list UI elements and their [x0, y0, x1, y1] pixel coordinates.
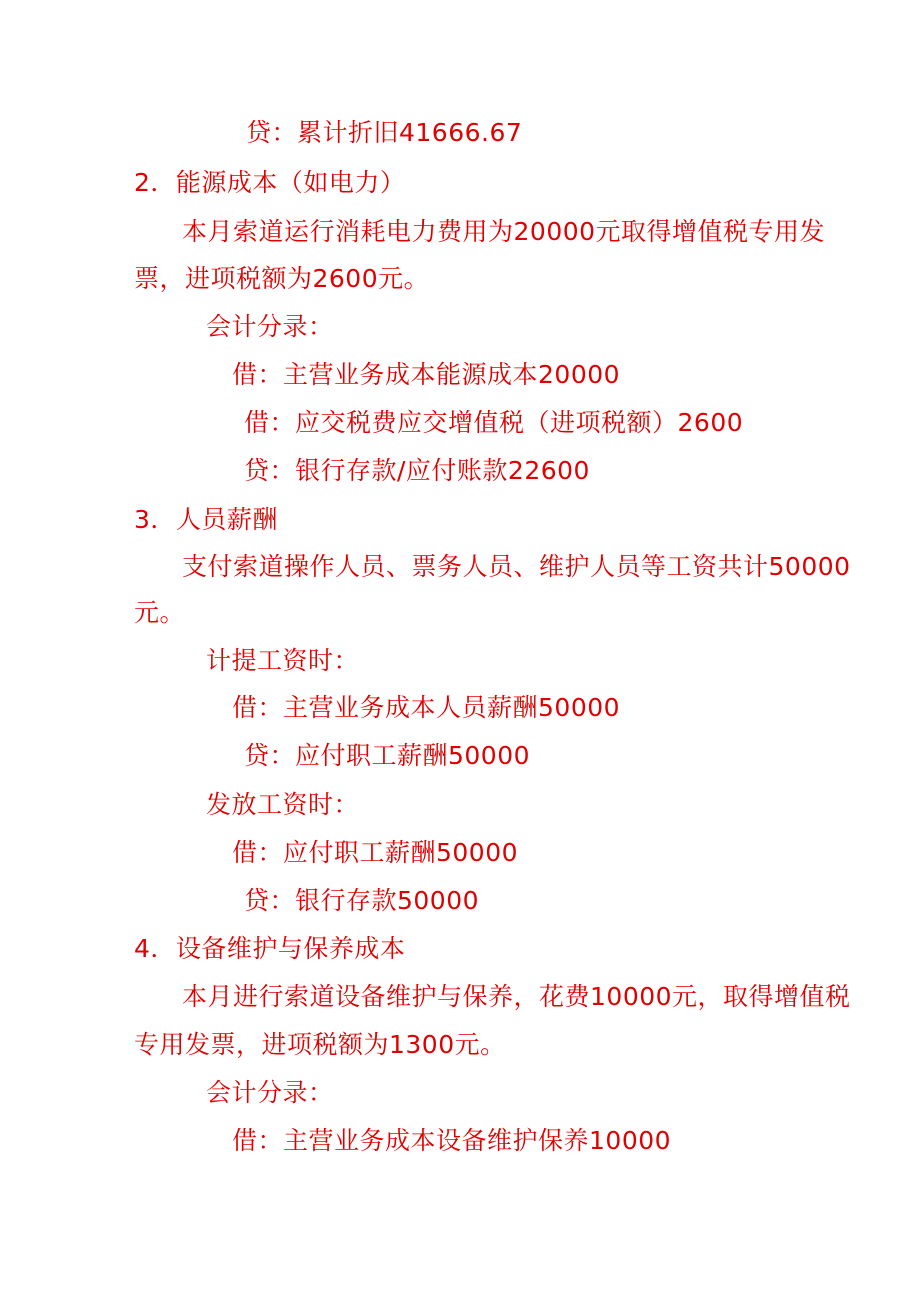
credit-bank-deposit: 贷：银行存款/应付账款22600 — [244, 456, 590, 485]
section-4-paragraph-line-2: 专用发票，进项税额为1300元。 — [134, 1030, 506, 1059]
section-2-heading: 2．能源成本（如电力） — [134, 168, 406, 197]
accounting-entry-label-2: 会计分录： — [206, 1078, 334, 1107]
debit-energy-cost: 借：主营业务成本能源成本20000 — [232, 360, 621, 389]
section-2-paragraph-line-2: 票，进项税额为2600元。 — [134, 264, 430, 293]
accounting-entry-label: 会计分录： — [206, 312, 334, 341]
debit-personnel-cost: 借：主营业务成本人员薪酬50000 — [232, 693, 621, 722]
section-3-heading: 3．人员薪酬 — [134, 505, 278, 534]
section-4-heading: 4．设备维护与保养成本 — [134, 934, 406, 963]
credit-wages-payable: 贷：应付职工薪酬50000 — [244, 741, 531, 770]
section-4-paragraph-line-1: 本月进行索道设备维护与保养，花费10000元，取得增值税 — [182, 982, 851, 1011]
debit-maintenance-cost: 借：主营业务成本设备维护保养10000 — [232, 1126, 672, 1155]
pay-wages-label: 发放工资时： — [206, 790, 360, 819]
accrue-wages-label: 计提工资时： — [206, 646, 360, 675]
credit-bank-deposit-wages: 贷：银行存款50000 — [244, 886, 480, 915]
debit-input-vat: 借：应交税费应交增值税（进项税额）2600 — [244, 408, 744, 437]
section-3-paragraph-line-2: 元。 — [134, 598, 186, 627]
section-2-paragraph-line-1: 本月索道运行消耗电力费用为20000元取得增值税专用发 — [182, 217, 826, 246]
section-3-paragraph-line-1: 支付索道操作人员、票务人员、维护人员等工资共计50000 — [182, 552, 851, 581]
credit-accumulated-depreciation: 贷：累计折旧41666.67 — [246, 118, 523, 147]
debit-wages-payable: 借：应付职工薪酬50000 — [232, 838, 519, 867]
